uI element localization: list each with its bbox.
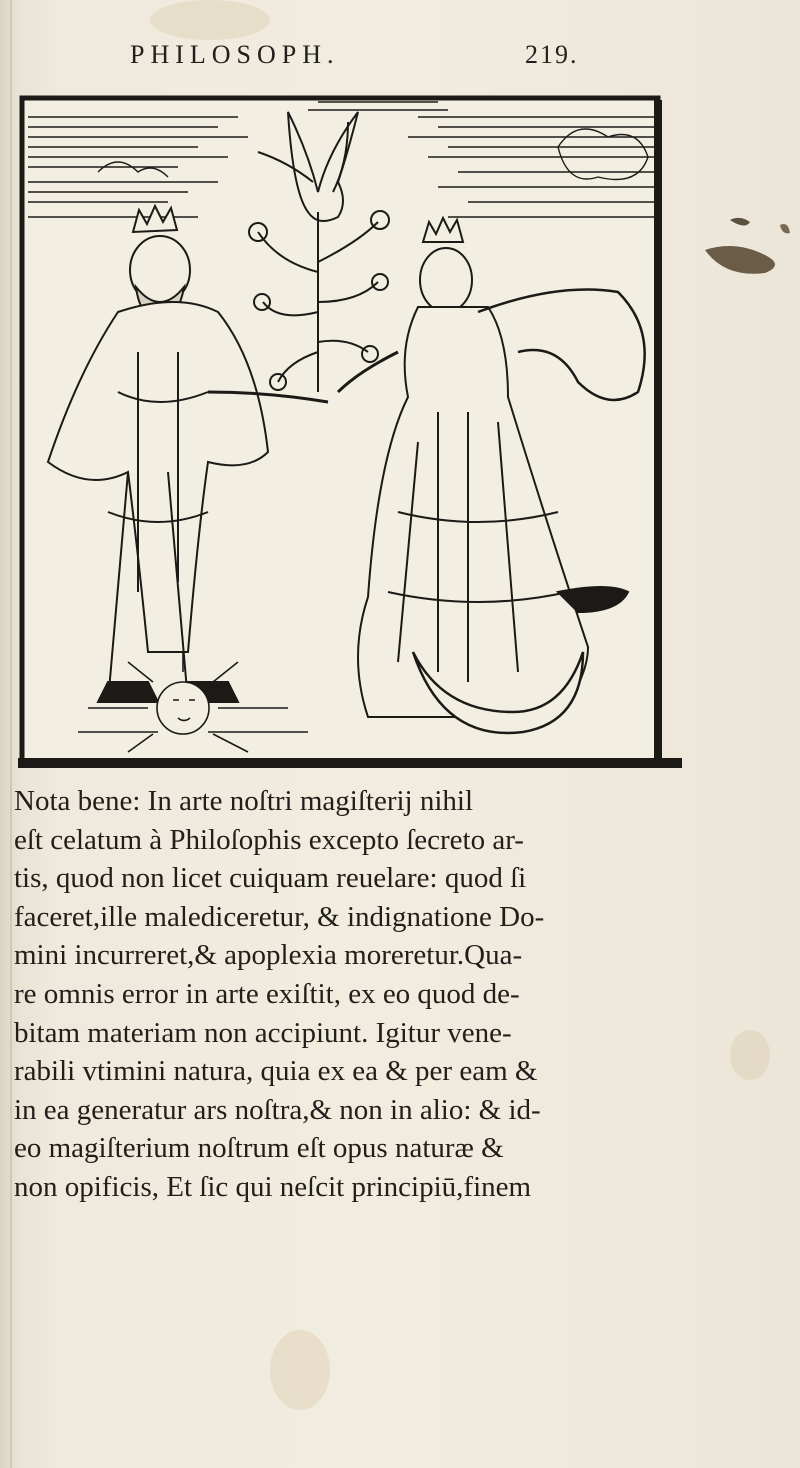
text-line: faceret,ille malediceretur, & indignatione Do-: [14, 900, 545, 933]
woodcut-illustration: [18, 92, 682, 776]
woodcut-svg: [18, 92, 682, 776]
queen-crown: [423, 218, 463, 242]
woodcut-frame-bottom: [18, 758, 682, 768]
king-crown: [133, 206, 177, 232]
page-number: 219.: [525, 40, 579, 69]
text-line: in ea generatur ars noſtra,& non in alio: & id-: [14, 1093, 541, 1126]
text-line: eſt celatum à Philoſophis excepto ſecreto ar-: [14, 823, 524, 856]
text-line: eo magiſterium noſtrum eſt opus naturæ &: [14, 1132, 504, 1165]
running-head: [130, 40, 630, 80]
gutter-shadow: [10, 0, 12, 1468]
foxing-stain: [270, 1330, 330, 1410]
text-line: re omnis error in arte exiſtit, ex eo quod de-: [14, 977, 520, 1010]
ink-blot-marks: [690, 210, 800, 290]
foxing-stain: [150, 0, 270, 40]
text-line: rabili vtimini natura, quia ex ea & per eam &: [14, 1055, 538, 1088]
text-line: mini incurreret,& apoplexia moreretur.Qua-: [14, 939, 523, 972]
text-line: tis, quod non licet cuiquam reuelare: quod ſi: [14, 862, 527, 895]
text-line: bitam materiam non accipiunt. Igitur vene-: [14, 1016, 512, 1049]
foxing-stain: [730, 1030, 770, 1080]
woodcut-frame-shadow: [654, 100, 662, 764]
text-line: non opificis, Et ſic qui neſcit principiū,finem: [14, 1170, 532, 1203]
body-text: [14, 782, 654, 1207]
text-line: Nota bene: In arte noſtri magiſterij nihil: [14, 785, 474, 817]
running-head-title: PHILOSOPH.: [130, 40, 340, 69]
